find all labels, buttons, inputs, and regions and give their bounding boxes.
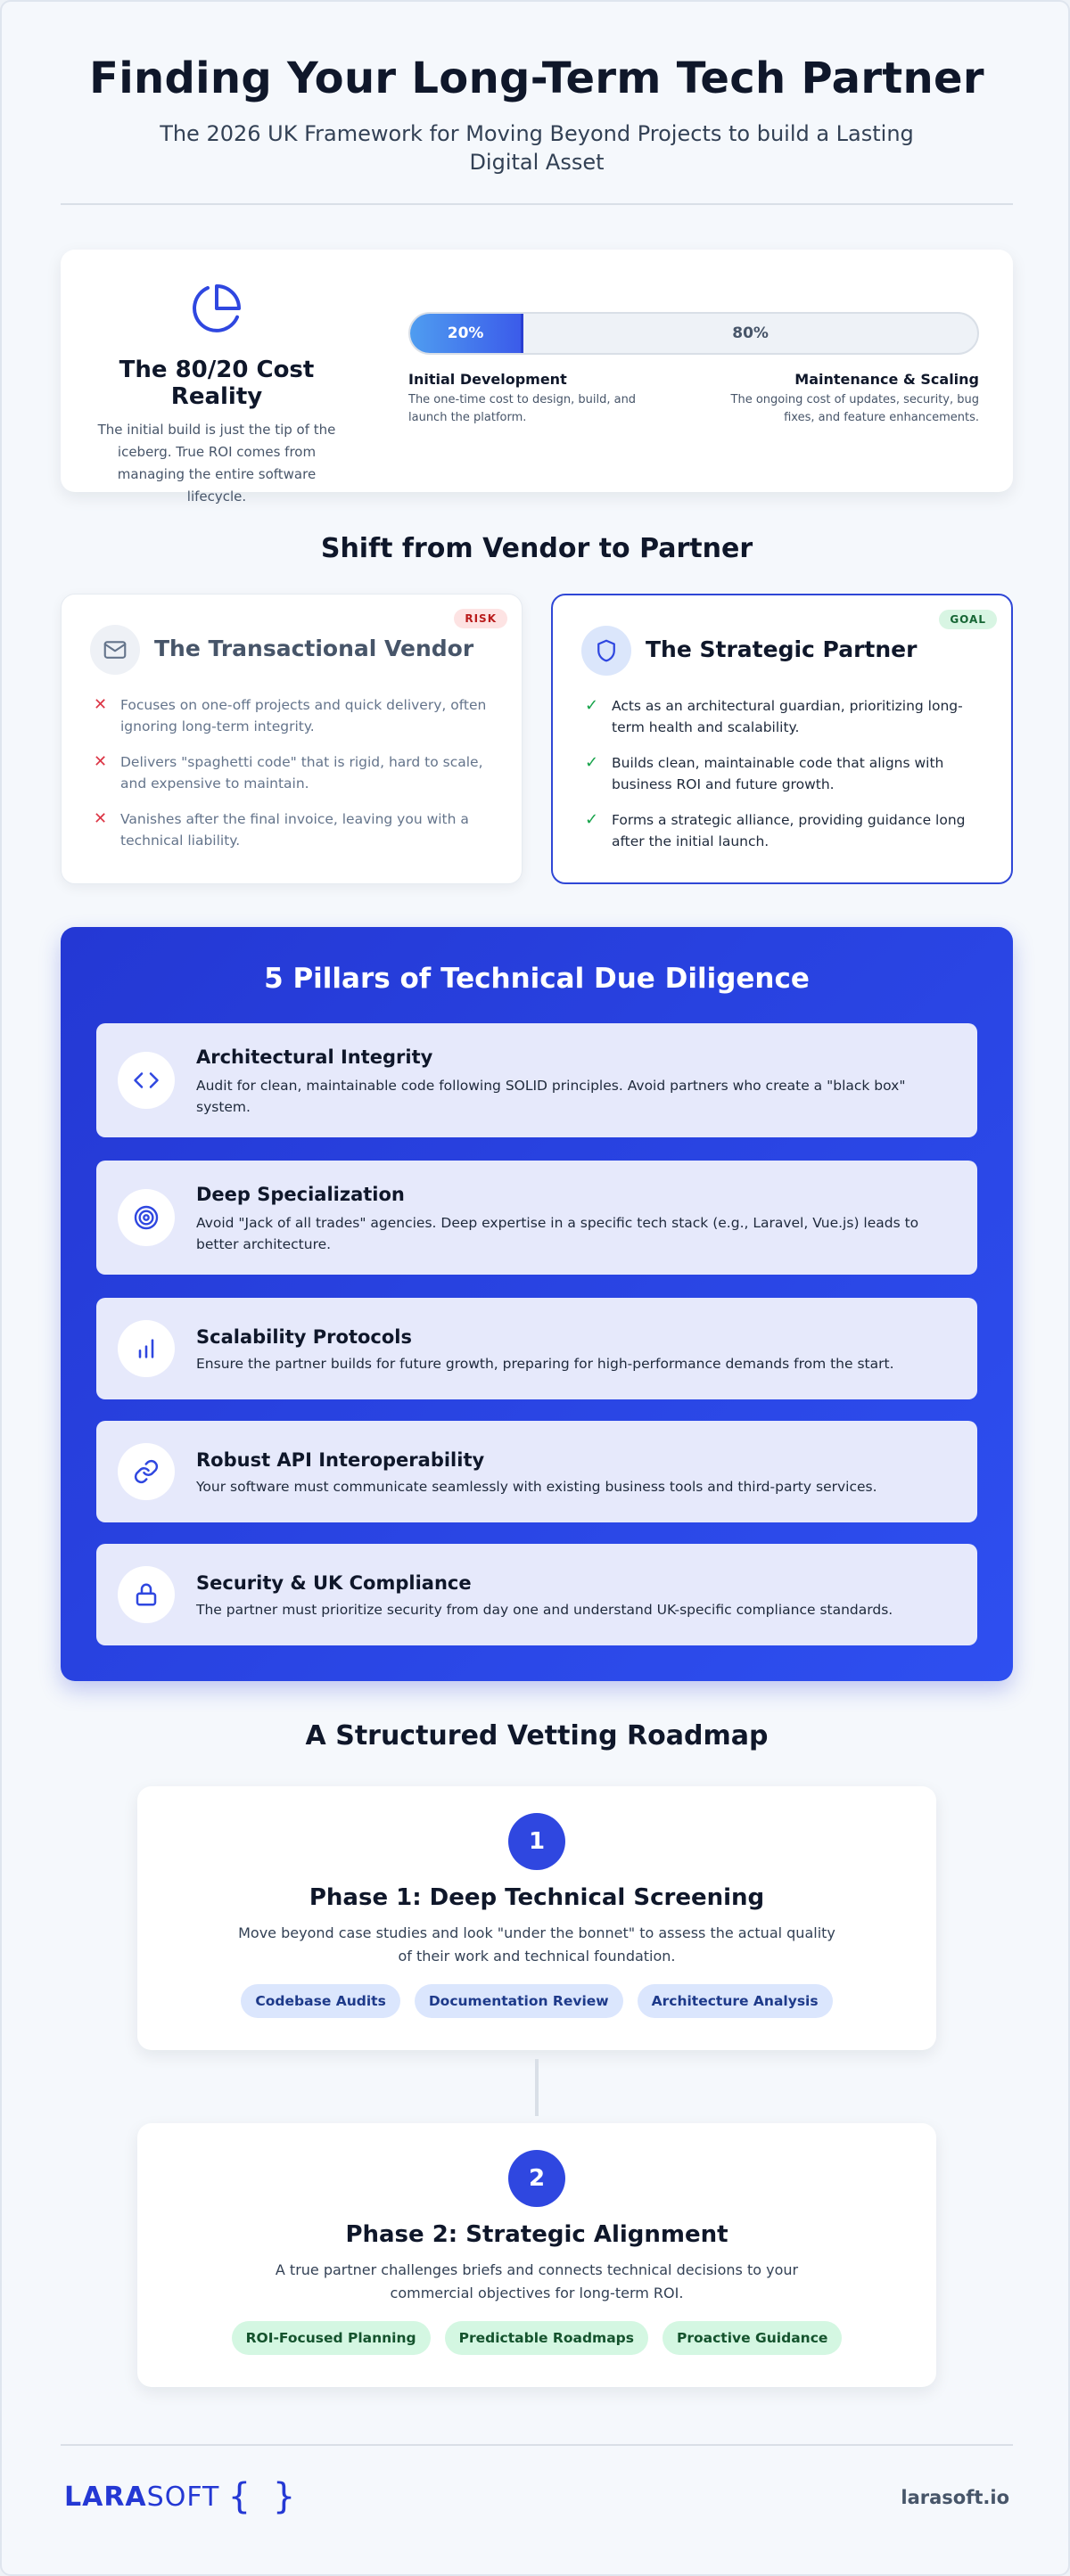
list-item	[583, 809, 993, 852]
partner-title: The Strategic Partner	[646, 636, 918, 662]
pillar-icon-wrap	[118, 1566, 175, 1623]
initial-desc: The one-time cost to design, build, and launch the platform.	[408, 393, 637, 424]
braces-icon: { }	[228, 2476, 296, 2517]
phase-card	[137, 1786, 936, 2050]
pillars-section	[61, 927, 1013, 1681]
list-item	[92, 694, 502, 737]
initial-percent-label: 20%	[447, 324, 484, 342]
pillar-desc: Avoid "Jack of all trades" agencies. Deep expertise in a specific tech stack (e.g., Laravel, Vue.js) leads to better architecture.	[196, 1215, 919, 1252]
website-link[interactable]: larasoft.io	[901, 2487, 1009, 2508]
vendor-item-text: Focuses on one-off projects and quick delivery, often ignoring long-term integrity.	[120, 697, 487, 734]
tag: Predictable Roadmaps	[445, 2321, 648, 2355]
phase-tags	[137, 2321, 936, 2355]
list-item	[583, 695, 993, 738]
pillar-card	[96, 1421, 977, 1522]
maintenance-percent-label: 80%	[732, 324, 769, 342]
phase-title: Phase 2: Strategic Alignment	[345, 2221, 728, 2248]
pillar-card	[96, 1298, 977, 1399]
partner-item-text: Builds clean, maintainable code that aligns with business ROI and future growth.	[612, 755, 944, 792]
partner-card	[551, 594, 1013, 884]
cost-title: The 80/20 Cost Reality	[119, 357, 315, 410]
pillar-title: Deep Specialization	[196, 1184, 405, 1205]
check-icon: ✓	[585, 810, 599, 829]
code-icon	[133, 1067, 160, 1094]
logo-bold: LARA	[64, 2481, 147, 2513]
page-title: Finding Your Long-Term Tech Partner	[89, 53, 984, 103]
pillar-desc: Audit for clean, maintainable code following SOLID principles. Avoid partners who create a "black box" system.	[196, 1078, 906, 1115]
cost-reality-card	[61, 250, 1013, 505]
list-item	[92, 751, 502, 794]
phase-tags	[137, 1984, 936, 2018]
shift-title: Shift from Vendor to Partner	[320, 533, 753, 564]
roadmap-title: A Structured Vetting Roadmap	[305, 1720, 769, 1752]
divider	[61, 203, 1013, 205]
cross-icon: ✕	[94, 695, 108, 714]
lock-icon	[133, 1581, 160, 1608]
phase-desc: Move beyond case studies and look "under the bonnet" to assess the actual quality of their work and technical foundation.	[238, 1924, 835, 1965]
maintenance-share	[523, 314, 977, 353]
tag: Proactive Guidance	[663, 2321, 842, 2355]
phase-title: Phase 1: Deep Technical Screening	[309, 1884, 765, 1911]
goal-badge: GOAL	[939, 610, 997, 629]
vendor-icon-wrap	[90, 625, 140, 675]
page-subtitle: The 2026 UK Framework for Moving Beyond Projects to build a Lasting Digital Asset	[160, 121, 914, 175]
pillar-desc: The partner must prioritize security from day one and understand UK-specific compliance standards.	[196, 1602, 893, 1618]
partner-item-text: Forms a strategic alliance, providing guidance long after the initial launch.	[612, 812, 966, 849]
pillar-icon-wrap	[118, 1443, 175, 1500]
shield-icon	[593, 637, 620, 664]
phase-number: 1	[508, 1813, 565, 1870]
partner-item-text: Acts as an architectural guardian, prioritizing long-term health and scalability.	[612, 698, 963, 735]
pillar-icon-wrap	[118, 1320, 175, 1377]
vendor-list	[92, 694, 502, 866]
tag: Codebase Audits	[241, 1984, 399, 2018]
cost-split-bar	[408, 312, 979, 355]
pillar-title: Architectural Integrity	[196, 1046, 433, 1068]
phase-number: 2	[508, 2150, 565, 2207]
pie-chart-icon	[190, 282, 243, 335]
pillar-card	[96, 1023, 977, 1137]
cross-icon: ✕	[94, 752, 108, 771]
cross-icon: ✕	[94, 809, 108, 828]
tag: Documentation Review	[415, 1984, 623, 2018]
vendor-item-text: Delivers "spaghetti code" that is rigid, hard to scale, and expensive to maintain.	[120, 754, 483, 792]
check-icon: ✓	[585, 753, 599, 772]
pillar-card	[96, 1544, 977, 1645]
list-item	[583, 752, 993, 795]
pillar-title: Security & UK Compliance	[196, 1572, 472, 1594]
partner-icon-wrap	[581, 626, 631, 676]
maintenance-title: Maintenance & Scaling	[794, 371, 979, 388]
partner-list	[583, 695, 993, 866]
pillar-desc: Your software must communicate seamlessly with existing business tools and third-party services.	[196, 1479, 877, 1495]
bar-chart-icon	[134, 1336, 159, 1361]
pillar-icon-wrap	[118, 1052, 175, 1109]
mail-icon	[102, 636, 128, 663]
pillar-title: Robust API Interoperability	[196, 1449, 485, 1471]
phase-card	[137, 2123, 936, 2387]
initial-development	[408, 371, 676, 427]
vendor-item-text: Vanishes after the final invoice, leaving you with a technical liability.	[120, 811, 469, 849]
vendor-title: The Transactional Vendor	[154, 636, 474, 661]
header	[61, 53, 1013, 176]
phase-desc: A true partner challenges briefs and connects technical decisions to your commercial objectives for long-term ROI.	[275, 2261, 799, 2301]
pillar-icon-wrap	[118, 1189, 175, 1246]
risk-badge: RISK	[454, 609, 507, 628]
target-icon	[132, 1203, 160, 1232]
tag: ROI-Focused Planning	[232, 2321, 431, 2355]
pillar-title: Scalability Protocols	[196, 1326, 412, 1348]
roadmap-connector	[535, 2059, 539, 2116]
initial-share-fill	[410, 314, 523, 353]
vendor-card	[61, 594, 523, 884]
logo-light: SOFT	[146, 2481, 220, 2513]
check-icon: ✓	[585, 696, 599, 715]
footer-divider	[61, 2444, 1013, 2446]
cost-description: The initial build is just the tip of the iceberg. True ROI comes from managing the entire software lifecycle.	[97, 422, 336, 505]
cost-summary	[91, 282, 342, 508]
initial-title: Initial Development	[408, 371, 567, 388]
maintenance-scaling	[712, 371, 979, 427]
list-item	[92, 808, 502, 851]
tag: Architecture Analysis	[638, 1984, 833, 2018]
pillars-title: 5 Pillars of Technical Due Diligence	[264, 963, 810, 995]
logo	[64, 2476, 296, 2517]
link-icon	[133, 1458, 160, 1485]
pillar-desc: Ensure the partner builds for future growth, preparing for high-performance demands from the start.	[196, 1356, 894, 1372]
pillar-card	[96, 1161, 977, 1275]
maintenance-desc: The ongoing cost of updates, security, bug fixes, and feature enhancements.	[730, 393, 979, 424]
